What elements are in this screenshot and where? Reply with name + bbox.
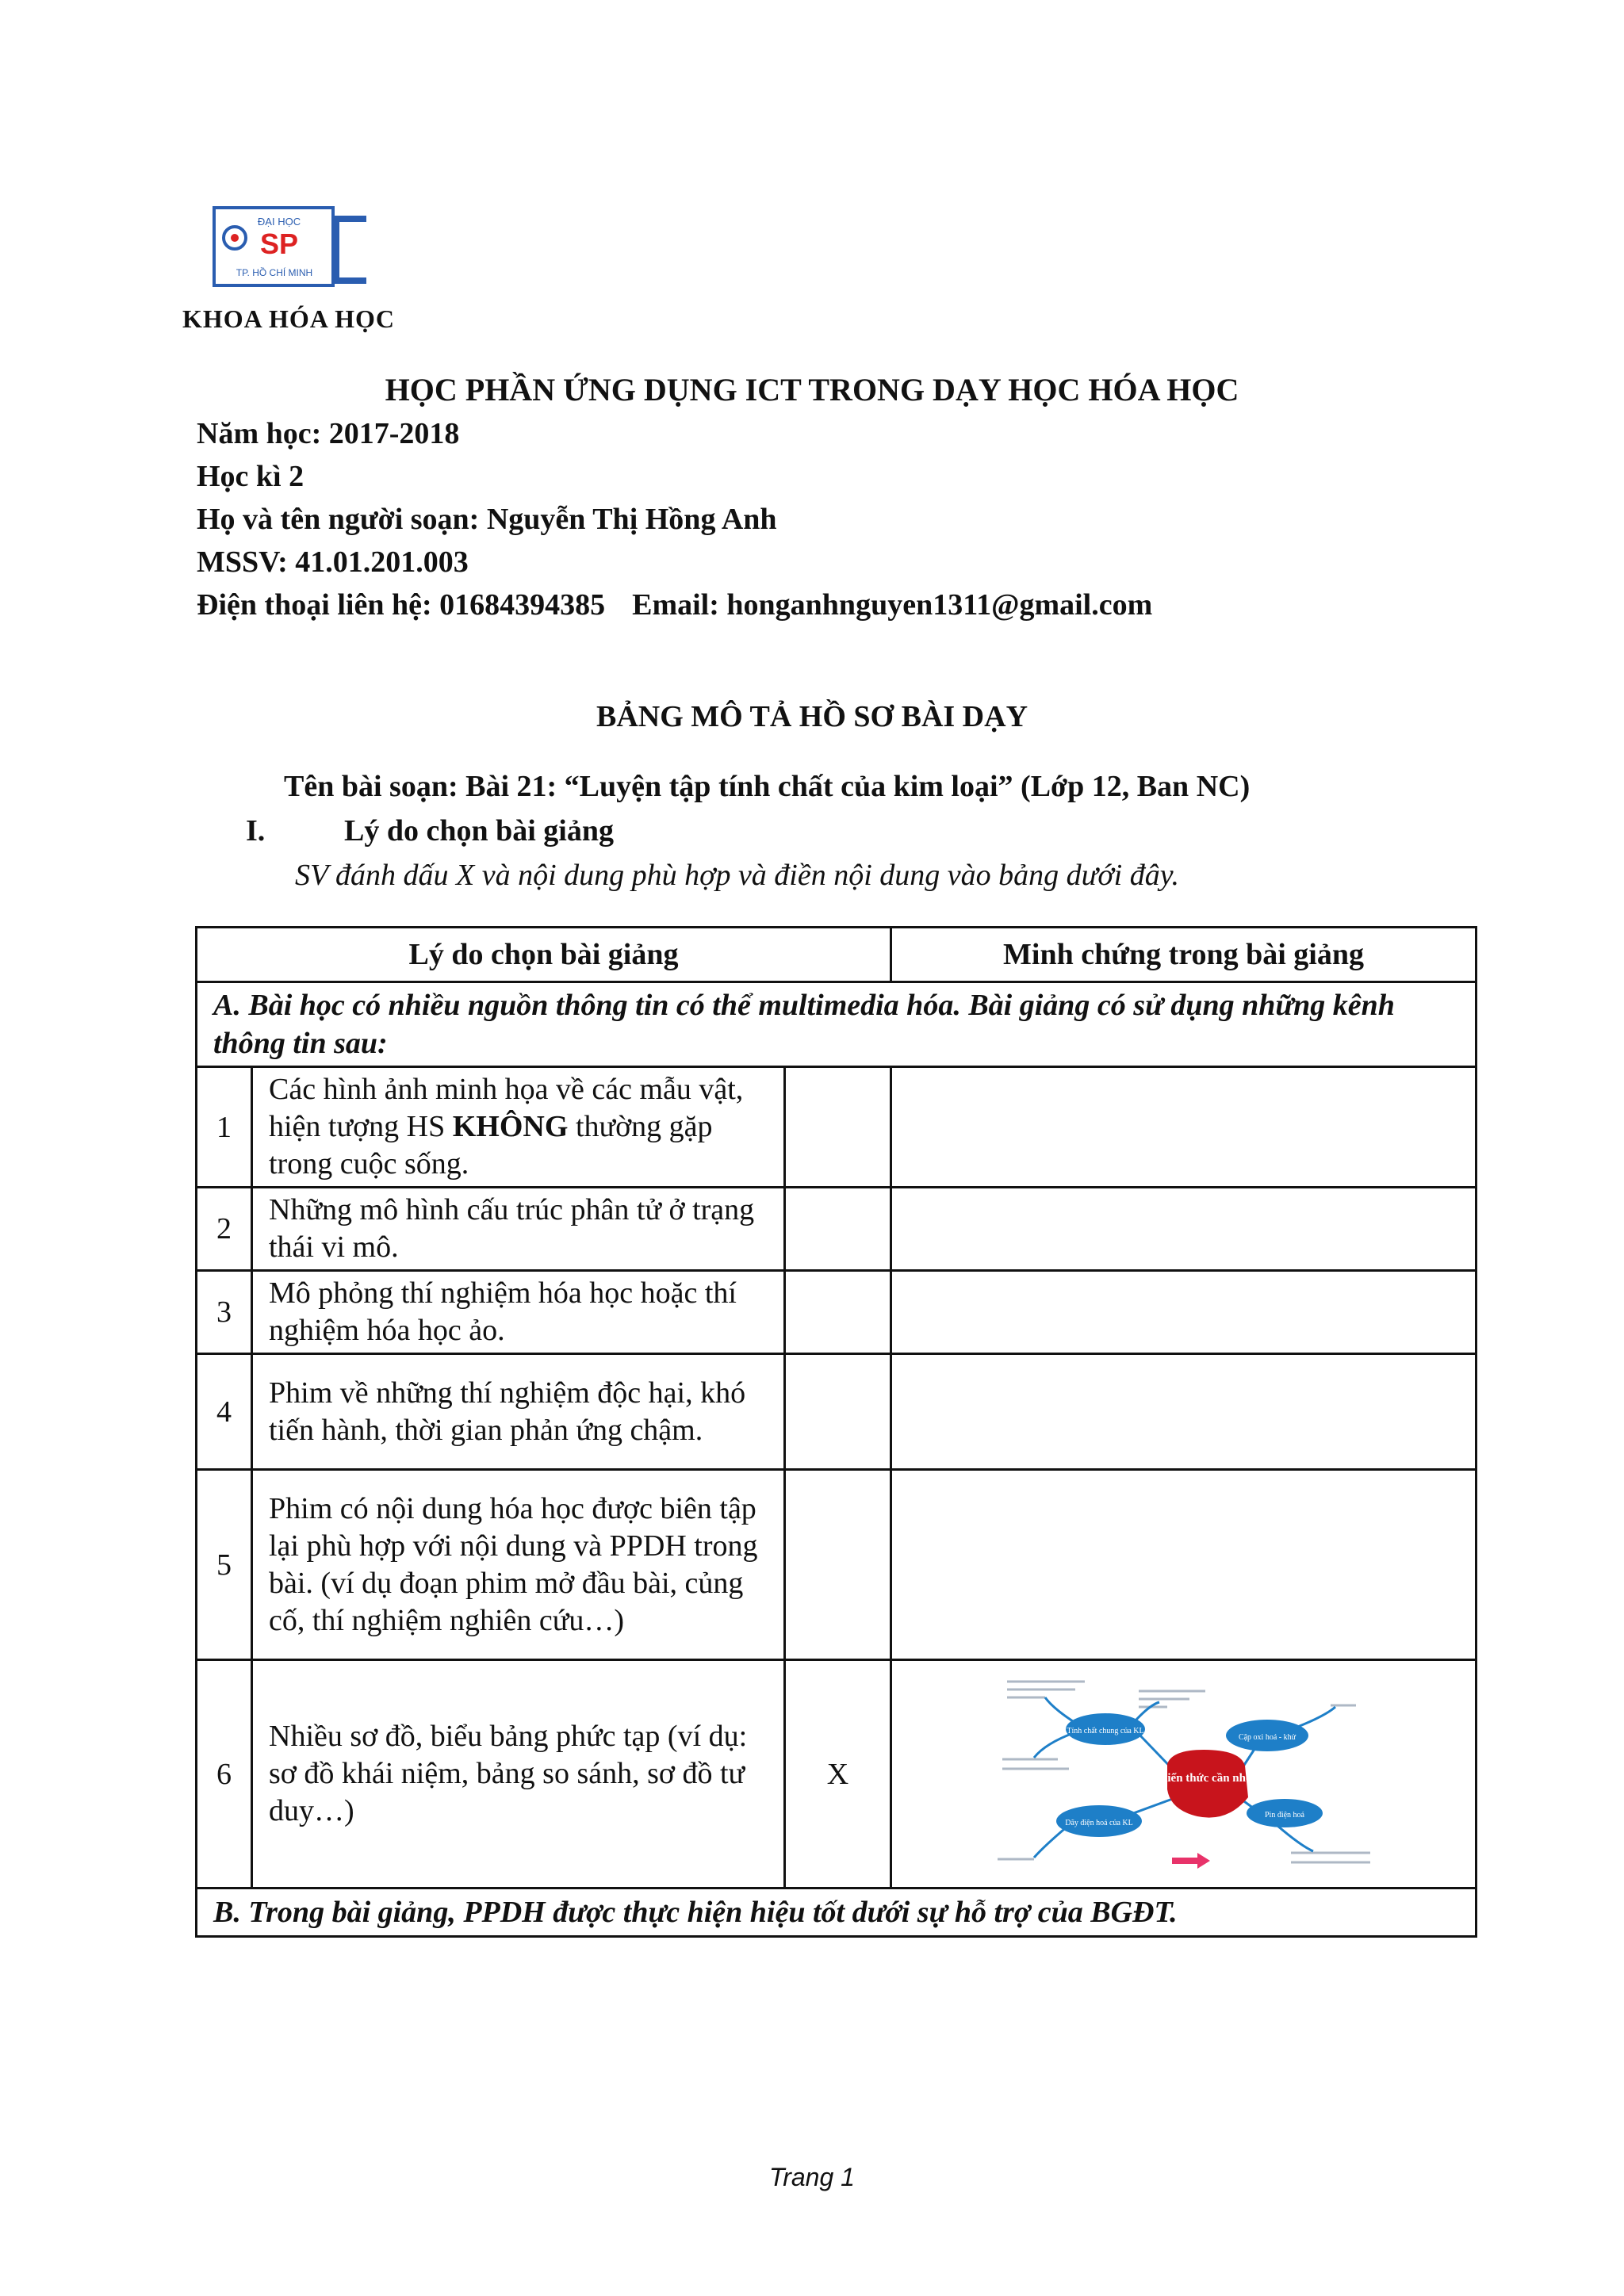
- row-number: 2: [197, 1188, 252, 1271]
- row-number: 1: [197, 1067, 252, 1188]
- category-row: [197, 1888, 1477, 1937]
- school-year: Năm học: 2017-2018: [197, 417, 460, 450]
- category-a: A. Bài học có nhiều nguồn thông tin có thể multimedia hóa. Bài giảng có sử dụng những kênh thông tin sau:: [197, 982, 1477, 1067]
- category-b: B. Trong bài giảng, PPDH được thực hiện hiệu tốt dưới sự hỗ trợ của BGĐT.: [197, 1888, 1477, 1937]
- row-number: 6: [197, 1660, 252, 1888]
- row-number: 3: [197, 1271, 252, 1354]
- semester: Học kì 2: [197, 460, 304, 493]
- author-name: Họ và tên người soạn: Nguyễn Thị Hồng Anh: [197, 503, 777, 536]
- row-reason: Mô phỏng thí nghiệm hóa học hoặc thí nghiệm hóa học ảo.: [252, 1271, 785, 1354]
- section-number: I.: [246, 814, 266, 848]
- emphasis-text: KHÔNG: [452, 1110, 569, 1143]
- logo-text-top: ĐẠI HỌC: [257, 216, 301, 228]
- row-evidence[interactable]: [891, 1470, 1477, 1660]
- table-row: [197, 1660, 1477, 1888]
- table-header-row: [197, 928, 1477, 982]
- row-reason: Các hình ảnh minh họa về các mẫu vật, hiện tượng HS KHÔNG thường gặp trong cuộc sống.: [252, 1067, 785, 1188]
- row-evidence[interactable]: [891, 1188, 1477, 1271]
- table-row: [197, 1470, 1477, 1660]
- course-title: HỌC PHẦN ỨNG DỤNG ICT TRONG DẠY HỌC HÓA HỌC: [385, 372, 1239, 408]
- reasons-table: [195, 926, 1477, 1938]
- row-mark[interactable]: [785, 1470, 891, 1660]
- row-mark[interactable]: [785, 1188, 891, 1271]
- row-mark[interactable]: [785, 1271, 891, 1354]
- row-evidence[interactable]: [891, 1660, 1477, 1888]
- page-number: Trang 1: [769, 2163, 855, 2191]
- mind-map-node: Tính chất chung của KL: [1066, 1726, 1144, 1735]
- instruction: SV đánh dấu X và nội dung phù hợp và điền nội dung vào bảng dưới đây.: [295, 859, 1179, 892]
- table-row: [197, 1354, 1477, 1470]
- mind-map-node: Pin điện hoá: [1264, 1810, 1304, 1820]
- section-title: Lý do chọn bài giảng: [344, 814, 614, 848]
- row-reason: Phim về những thí nghiệm độc hại, khó tiến hành, thời gian phản ứng chậm.: [252, 1354, 785, 1470]
- student-id: MSSV: 41.01.201.003: [197, 545, 469, 579]
- col-header-reason: Lý do chọn bài giảng: [197, 928, 891, 982]
- category-row: [197, 982, 1477, 1067]
- author-info: [197, 412, 1152, 626]
- faculty-name: KHOA HÓA HỌC: [182, 304, 396, 333]
- logo-text-main: SP: [259, 228, 299, 260]
- row-reason: Phim có nội dung hóa học được biên tập lại phù hợp với nội dung và PPDH trong bài. (ví dụ đoạn phim mở đầu bài, củng cố, thí nghiệm nghiên cứu…): [252, 1470, 785, 1660]
- row-evidence[interactable]: [891, 1271, 1477, 1354]
- row-mark[interactable]: [785, 1354, 891, 1470]
- university-logo: [211, 205, 370, 292]
- phone: Điện thoại liên hệ: 01684394385: [197, 588, 606, 622]
- mind-map-center-label: Kiến thức cần nhớ: [1158, 1771, 1252, 1785]
- table-row: [197, 1067, 1477, 1188]
- col-header-evidence: Minh chứng trong bài giảng: [891, 928, 1477, 982]
- table-row: [197, 1188, 1477, 1271]
- arrow-icon: [1172, 1853, 1210, 1869]
- lesson-name: Tên bài soạn: Bài 21: “Luyện tập tính chất của kim loại” (Lớp 12, Ban NC): [284, 770, 1251, 803]
- row-evidence[interactable]: [891, 1067, 1477, 1188]
- row-reason: Nhiều sơ đồ, biểu bảng phức tạp (ví dụ: sơ đồ khái niệm, bảng so sánh, sơ đồ tư duy…): [252, 1660, 785, 1888]
- table-row: [197, 1271, 1477, 1354]
- row-mark[interactable]: X: [785, 1660, 891, 1888]
- table-title: BẢNG MÔ TẢ HỒ SƠ BÀI DẠY: [596, 700, 1028, 733]
- row-number: 4: [197, 1354, 252, 1470]
- row-mark[interactable]: [785, 1067, 891, 1188]
- mind-map-node: Cặp oxi hoá - khử: [1238, 1732, 1296, 1742]
- row-evidence[interactable]: [891, 1354, 1477, 1470]
- logo-text-bottom: TP. HỒ CHÍ MINH: [236, 267, 313, 278]
- row-number: 5: [197, 1470, 252, 1660]
- email: Email: honganhnguyen1311@gmail.com: [632, 588, 1153, 622]
- contact-line: [197, 584, 1152, 626]
- mind-map-image: [990, 1670, 1378, 1878]
- mind-map-node: Dãy điện hoá của KL: [1064, 1818, 1133, 1827]
- row-reason: Những mô hình cấu trúc phân tử ở trạng thái vi mô.: [252, 1188, 785, 1271]
